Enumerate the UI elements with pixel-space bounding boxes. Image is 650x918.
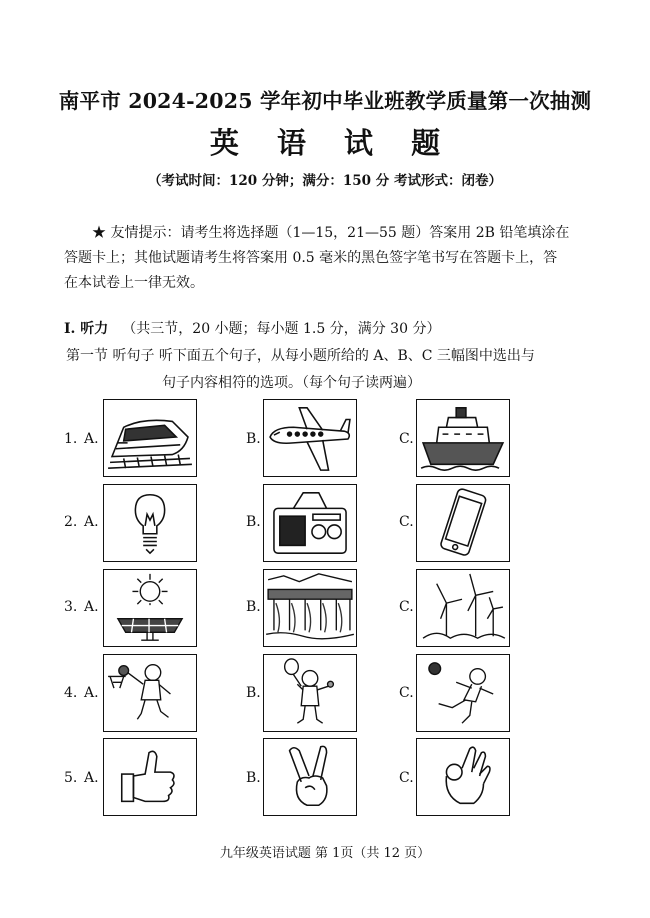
light-bulb-icon — [103, 484, 197, 562]
question-number: 4. — [64, 685, 78, 701]
notice-line-1: ★ 友情提示：请考生将选择题（1—15，21—55 题）答案用 2B 铅笔填涂在 — [92, 225, 570, 241]
option-label-c: C. — [399, 431, 414, 447]
option-label-c: C. — [399, 599, 414, 615]
notice-line-3: 在本试卷上一律无效。 — [64, 275, 204, 291]
section-title: I. 听力 — [64, 321, 109, 337]
notice-line-2: 答题卡上；其他试题请考生将答案用 0.5 毫米的黑色签字笔书写在答题卡上，答 — [64, 250, 558, 266]
ok-hand-icon — [416, 738, 510, 816]
part-instruction-continued: 句子内容相符的选项。（每个句子读两遍） — [162, 375, 421, 391]
question-number: 1. — [64, 431, 78, 447]
solar-panel-icon — [103, 569, 197, 647]
section-desc: （共三节，20 小题；每小题 1.5 分，满分 30 分） — [122, 321, 441, 337]
option-label-a: A. — [84, 599, 99, 615]
page-footer: 九年级英语试题 第 1页（共 12 页） — [219, 846, 431, 861]
option-label-a: A. — [84, 770, 99, 786]
question-number: 2. — [64, 514, 78, 530]
option-label-c: C. — [399, 685, 414, 701]
tennis-player-icon — [263, 654, 357, 732]
airplane-icon — [263, 399, 357, 477]
option-label-b: B. — [246, 431, 261, 447]
soccer-player-icon — [416, 654, 510, 732]
question-number: 3. — [64, 599, 78, 615]
notice-paragraph — [64, 221, 586, 296]
basketball-player-icon — [103, 654, 197, 732]
option-label-a: A. — [84, 431, 99, 447]
smartphone-icon — [416, 484, 510, 562]
exam-title: 南平市 2024-2025 学年初中毕业班教学质量第一次抽测 — [58, 89, 592, 113]
question-number: 5. — [64, 770, 78, 786]
option-label-b: B. — [246, 770, 261, 786]
part-instruction: 第一节 听句子 听下面五个句子，从每小题所给的 A、B、C 三幅图中选出与 — [66, 348, 535, 364]
option-label-c: C. — [399, 770, 414, 786]
option-label-b: B. — [246, 599, 261, 615]
thumbs-up-icon — [103, 738, 197, 816]
dam-icon — [263, 569, 357, 647]
subject-title: 英 语 试 题 — [209, 126, 455, 160]
option-label-b: B. — [246, 685, 261, 701]
option-label-c: C. — [399, 514, 414, 530]
exam-info: （考试时间：120 分钟；满分：150 分 考试形式：闭卷） — [148, 173, 502, 189]
wind-turbine-icon — [416, 569, 510, 647]
high-speed-train-icon — [103, 399, 197, 477]
option-label-b: B. — [246, 514, 261, 530]
victory-hand-icon — [263, 738, 357, 816]
radio-icon — [263, 484, 357, 562]
section-heading — [64, 318, 440, 338]
option-label-a: A. — [84, 514, 99, 530]
option-label-a: A. — [84, 685, 99, 701]
ship-icon — [416, 399, 510, 477]
